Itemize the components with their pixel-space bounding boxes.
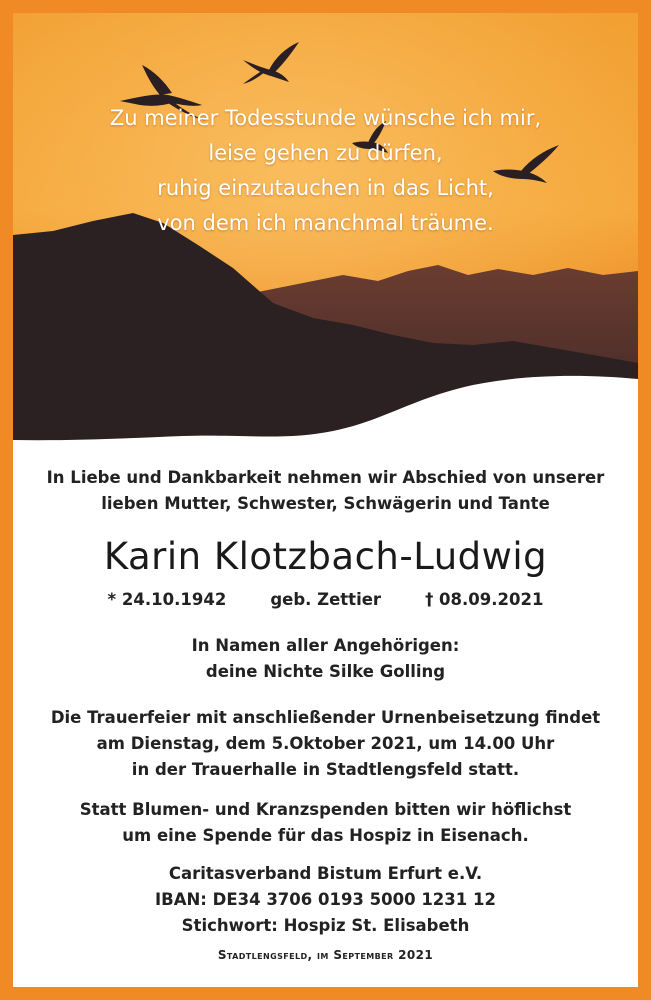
funeral-line: in der Trauerhalle in Stadtlengsfeld statt. [131, 760, 520, 779]
poem [13, 101, 638, 241]
obituary-text [13, 465, 638, 939]
intro-line: lieben Mutter, Schwester, Schwägerin und Tante [101, 494, 550, 513]
charity-organization: Caritasverband Bistum Erfurt e.V. [168, 864, 483, 883]
relatives-line: deine Nichte Silke Golling [205, 662, 446, 681]
donation-request [13, 797, 638, 849]
charity-iban: IBAN: DE34 3706 0193 5000 1231 12 [155, 890, 496, 909]
relatives-signature [13, 633, 638, 685]
death-date: † 08.09.2021 [425, 590, 544, 609]
maiden-name: geb. Zettier [270, 590, 382, 609]
funeral-info [13, 705, 638, 783]
donation-line: Statt Blumen- und Kranzspenden bitten wir höflichst [79, 800, 572, 819]
poem-line: Zu meiner Todesstunde wünsche ich mir, [109, 106, 542, 130]
life-dates [13, 587, 638, 613]
sunset-header-image [13, 13, 638, 453]
charity-keyword: Stichwort: Hospiz St. Elisabeth [181, 916, 470, 935]
deceased-name: Karin Klotzbach-Ludwig [103, 535, 548, 578]
poem-line: von dem ich manchmal träume. [157, 211, 494, 235]
birth-date: * 24.10.1942 [107, 590, 227, 609]
charity-bank-details [13, 861, 638, 939]
relatives-line: In Namen aller Angehörigen: [191, 636, 460, 655]
poem-line: leise gehen zu dürfen, [208, 141, 443, 165]
funeral-line: Die Trauerfeier mit anschließender Urnenbeisetzung findet [50, 708, 601, 727]
donation-line: um eine Spende für das Hospiz in Eisenach. [122, 826, 529, 845]
intro-text [13, 465, 638, 517]
poem-line: ruhig einzutauchen in das Licht, [157, 176, 494, 200]
place-and-date: Stadtlengsfeld, im September 2021 [217, 948, 434, 962]
intro-line: In Liebe und Dankbarkeit nehmen wir Abschied von unserer [46, 468, 605, 487]
funeral-line: am Dienstag, dem 5.Oktober 2021, um 14.00 Uhr [96, 734, 555, 753]
